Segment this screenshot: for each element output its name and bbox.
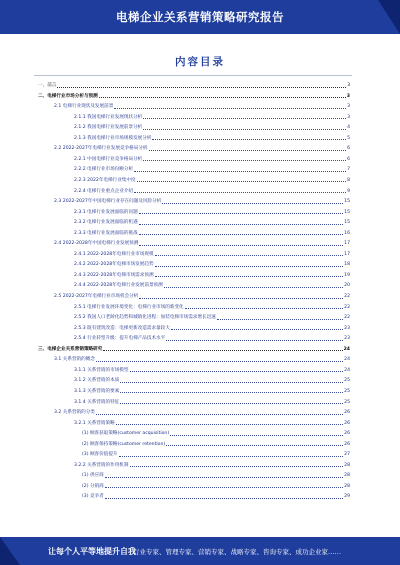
toc-leader-dots <box>137 181 346 182</box>
toc-entry[interactable] <box>38 367 350 374</box>
toc-leader-dots <box>120 403 343 404</box>
toc-entry[interactable] <box>38 103 350 110</box>
toc-entry[interactable] <box>38 124 350 131</box>
toc-leader-dots <box>130 371 344 372</box>
toc-entry-text: 2.1.3 我国电梯行业市场规模发展分析 <box>74 135 152 141</box>
toc-leader-dots <box>105 498 343 499</box>
toc-page-number: 17 <box>344 251 350 257</box>
toc-entry[interactable] <box>38 93 350 100</box>
toc-entry-text: 2.5.1 电梯行业发展环境变化：电梯行业市场的新变化 <box>74 304 184 310</box>
toc-entry[interactable] <box>38 188 350 195</box>
toc-page-number: 25 <box>344 399 350 405</box>
toc-entry[interactable] <box>38 325 350 332</box>
toc-leader-dots <box>103 350 342 351</box>
toc-entry-text: (3) 顾客价值提升 <box>82 452 118 458</box>
toc-leader-dots <box>164 287 343 288</box>
footer-corner-accent <box>0 537 20 565</box>
toc-entry-text: (1) 顾客获取策略(customer acquisition) <box>82 431 170 437</box>
toc-entry-text: 2.5.3 既有建筑改造：电梯更新改造需求量较大 <box>74 325 170 331</box>
toc-leader-dots <box>143 160 346 161</box>
toc-leader-dots <box>143 129 346 130</box>
toc-entry-text: 2.1.2 我国电梯行业发展前景分析 <box>74 125 143 131</box>
toc-page-number: 17 <box>344 241 350 247</box>
toc-entry-text: 2.3.2 电梯行业发展面临的机遇 <box>74 220 138 226</box>
toc-entry-text: 3.1.2 关系营销的本质 <box>74 378 120 384</box>
toc-entry-text: 2.1.1 我国电梯行业发展现状分析 <box>74 114 143 120</box>
toc-page-number: 3 <box>347 104 350 110</box>
toc-page-number: 28 <box>344 473 350 479</box>
toc-entry[interactable] <box>38 430 350 437</box>
toc-leader-dots <box>162 203 343 204</box>
toc-entry-text: 3.2.1 关系营销策略 <box>74 420 115 426</box>
toc-entry-text: 2.5 2022-2027年电梯行业市场机会分析 <box>54 294 139 299</box>
toc-leader-dots <box>57 87 346 88</box>
toc-page-number: 7 <box>347 167 350 173</box>
toc-leader-dots <box>114 108 346 109</box>
header-bar <box>0 0 400 34</box>
toc-page-number: 15 <box>344 209 350 215</box>
toc-entry-text: 2.3.3 电梯行业发展面临的挑战 <box>74 230 138 236</box>
toc-page-number: 16 <box>344 230 350 236</box>
toc-entry[interactable] <box>38 82 350 89</box>
toc-entry[interactable] <box>38 377 350 384</box>
toc-leader-dots <box>116 424 343 425</box>
toc-entry[interactable] <box>38 166 350 173</box>
toc-entry[interactable] <box>38 114 350 121</box>
toc-entry[interactable] <box>38 451 350 458</box>
toc-page-number: 15 <box>344 220 350 226</box>
toc-entry-text: 2.2 2022-2027年电梯行业发展竞争格局分析 <box>54 146 148 152</box>
toc-page-number: 9 <box>347 188 350 194</box>
toc-entry-text: 2.4.2 2022-2028年电梯市场发展趋势 <box>74 262 154 268</box>
toc-leader-dots <box>99 97 346 98</box>
toc-entry-text: 一、前言 <box>38 83 57 88</box>
header-corner-accent <box>378 0 400 34</box>
toc-entry-text: 3.1.1 关系营销的市场模型 <box>74 367 129 373</box>
toc-entry-text: 2.5.4 行业转型升级：提升电梯产品技术水平 <box>74 336 166 342</box>
toc-entry-text: 3.2.2 关系营销的作用机制 <box>74 462 129 468</box>
toc-heading: 内容目录 <box>175 56 225 68</box>
toc-entry-text: 3.1.3 关系营销的要素 <box>74 388 120 394</box>
toc-leader-dots <box>120 382 343 383</box>
footer-experts: 行业专家、管理专家、营销专家、战略专家、咨询专家、成功企业家…… <box>133 548 341 556</box>
toc-entry[interactable] <box>38 420 350 427</box>
toc-leader-dots <box>119 456 344 457</box>
toc-leader-dots <box>155 276 344 277</box>
toc-entry-text: 2.4.4 2022-2028年电梯行业发展前景预测 <box>74 283 163 289</box>
toc-page-number: 26 <box>344 441 350 447</box>
toc-page-number: 29 <box>344 494 350 500</box>
toc-leader-dots <box>130 466 344 467</box>
toc-page-number: 18 <box>344 262 350 268</box>
toc-page-number: 6 <box>347 156 350 162</box>
toc-entry-text: 2.2.2 电梯行业市场份额分析 <box>74 167 134 173</box>
toc-leader-dots <box>217 319 343 320</box>
toc-entry[interactable] <box>38 441 350 448</box>
toc-page-number: 25 <box>344 388 350 394</box>
toc-page-number: 26 <box>344 431 350 437</box>
toc-entry[interactable] <box>38 177 350 184</box>
toc-entry-text: 2.4 2022-2028年中国电梯行业发展预测 <box>54 241 139 247</box>
toc-page-number: 24 <box>344 367 350 373</box>
toc-page-number: 27 <box>344 452 350 458</box>
toc-leader-dots <box>139 245 343 246</box>
toc-entry-text: 3.2 关系营销的分类 <box>54 410 95 416</box>
toc-entry-text: 2.2.1 中国电梯行业竞争格局分析 <box>74 156 143 162</box>
toc-page-number: 4 <box>347 125 350 131</box>
toc-page-number: 6 <box>347 146 350 152</box>
footer-bar <box>0 537 400 565</box>
toc-entry[interactable] <box>38 304 350 311</box>
toc-entry-text: 2.3.1 电梯行业发展面临的问题 <box>74 209 138 215</box>
toc-entry[interactable] <box>38 198 350 205</box>
toc-entry-text: 3.1.4 关系营销的特征 <box>74 399 120 405</box>
toc-entry[interactable] <box>38 472 350 479</box>
toc-entry[interactable] <box>38 261 350 268</box>
footer-slogan: 让每个人平等地提升自我 <box>48 547 136 556</box>
toc-page-number: 22 <box>344 304 350 310</box>
toc-page-number: 25 <box>344 378 350 384</box>
toc-leader-dots <box>171 329 343 330</box>
toc-entry[interactable] <box>38 251 350 258</box>
toc-entry-text: 2.1 电梯行业现状及发展前景 <box>54 104 114 110</box>
toc-entry-text: 二、电梯行业市场分析与预测 <box>38 93 98 99</box>
toc-page-number: 28 <box>344 483 350 489</box>
toc-page-number: 22 <box>344 315 350 321</box>
toc-entry-text: (3) 竞争者 <box>82 494 104 500</box>
toc-entry-text: 2.3 2022-2027年中国电梯行业存在问题及风险分析 <box>54 199 162 205</box>
toc-entry[interactable] <box>38 145 350 152</box>
toc-entry[interactable] <box>38 356 350 363</box>
toc-entry[interactable] <box>38 240 350 247</box>
toc-page-number: 22 <box>344 294 350 299</box>
toc-leader-dots <box>96 414 343 415</box>
toc-entry[interactable] <box>38 230 350 237</box>
toc-leader-dots <box>170 435 343 436</box>
toc-entry-text: 2.5.2 我国人口老龄化趋势和城镇化进程：加装电梯市场需求增长迅速 <box>74 315 216 321</box>
toc-entry[interactable] <box>38 346 350 353</box>
toc-leader-dots <box>143 118 346 119</box>
toc-leader-dots <box>105 487 343 488</box>
table-of-contents <box>38 82 350 512</box>
document-title: 电梯企业关系营销策略研究报告 <box>116 10 284 24</box>
toc-entry[interactable] <box>38 272 350 279</box>
toc-entry[interactable] <box>38 314 350 321</box>
toc-entry-text: (2) 顾客保持策略(customer retention) <box>82 441 166 447</box>
toc-leader-dots <box>105 477 343 478</box>
toc-page-number: 19 <box>344 272 350 278</box>
toc-page-number: 3 <box>346 93 350 99</box>
toc-entry-text: 三、电梯企业关系营销策略研究 <box>38 346 103 352</box>
toc-page-number: 20 <box>344 283 350 289</box>
toc-page-number: 26 <box>344 410 350 416</box>
toc-entry[interactable] <box>38 388 350 395</box>
toc-entry-text: (2) 分销商 <box>82 483 104 489</box>
toc-leader-dots <box>139 234 343 235</box>
toc-entry[interactable] <box>38 335 350 342</box>
toc-entry[interactable] <box>38 399 350 406</box>
toc-page-number: 24 <box>344 357 350 363</box>
toc-entry[interactable] <box>38 219 350 226</box>
toc-leader-dots <box>166 445 343 446</box>
toc-page-number: 15 <box>344 199 350 205</box>
toc-page-number: 24 <box>343 346 350 352</box>
toc-entry-text: 2.2.3 2022年电梯行业集中度 <box>74 177 136 183</box>
toc-page-number: 28 <box>344 462 350 468</box>
toc-leader-dots <box>120 392 343 393</box>
toc-page-number: 8 <box>347 177 350 183</box>
toc-divider <box>34 75 352 76</box>
toc-entry[interactable] <box>38 293 350 300</box>
toc-entry-text: (1) 供应商 <box>82 473 104 479</box>
toc-entry[interactable] <box>38 156 350 163</box>
toc-leader-dots <box>134 192 346 193</box>
toc-entry-text: 3.1 关系营销的概念 <box>54 357 95 363</box>
toc-entry[interactable] <box>38 493 350 500</box>
toc-leader-dots <box>134 171 346 172</box>
toc-page-number: 5 <box>347 135 350 141</box>
toc-entry[interactable] <box>38 282 350 289</box>
toc-leader-dots <box>166 340 343 341</box>
toc-leader-dots <box>155 266 344 267</box>
toc-entry[interactable] <box>38 462 350 469</box>
toc-leader-dots <box>139 224 343 225</box>
toc-page-number: 26 <box>344 420 350 426</box>
toc-entry-text: 2.4.3 2022-2028年电梯市场需求预测 <box>74 272 154 278</box>
toc-leader-dots <box>185 308 344 309</box>
toc-page-number: 23 <box>344 325 350 331</box>
toc-entry[interactable] <box>38 209 350 216</box>
toc-entry-text: 2.2.4 电梯行业重点企业介绍 <box>74 188 134 194</box>
toc-entry[interactable] <box>38 135 350 142</box>
toc-page-number: 3 <box>347 83 350 88</box>
toc-leader-dots <box>152 139 346 140</box>
toc-leader-dots <box>149 150 347 151</box>
toc-leader-dots <box>139 213 343 214</box>
toc-leader-dots <box>139 298 343 299</box>
toc-entry[interactable] <box>38 409 350 416</box>
toc-page-number: 23 <box>344 336 350 342</box>
toc-page-number: 3 <box>347 114 350 120</box>
toc-leader-dots <box>155 255 344 256</box>
toc-leader-dots <box>96 361 343 362</box>
toc-entry-text: 2.4.1 2022-2028年电梯行业市场规模 <box>74 251 154 257</box>
toc-entry[interactable] <box>38 483 350 490</box>
